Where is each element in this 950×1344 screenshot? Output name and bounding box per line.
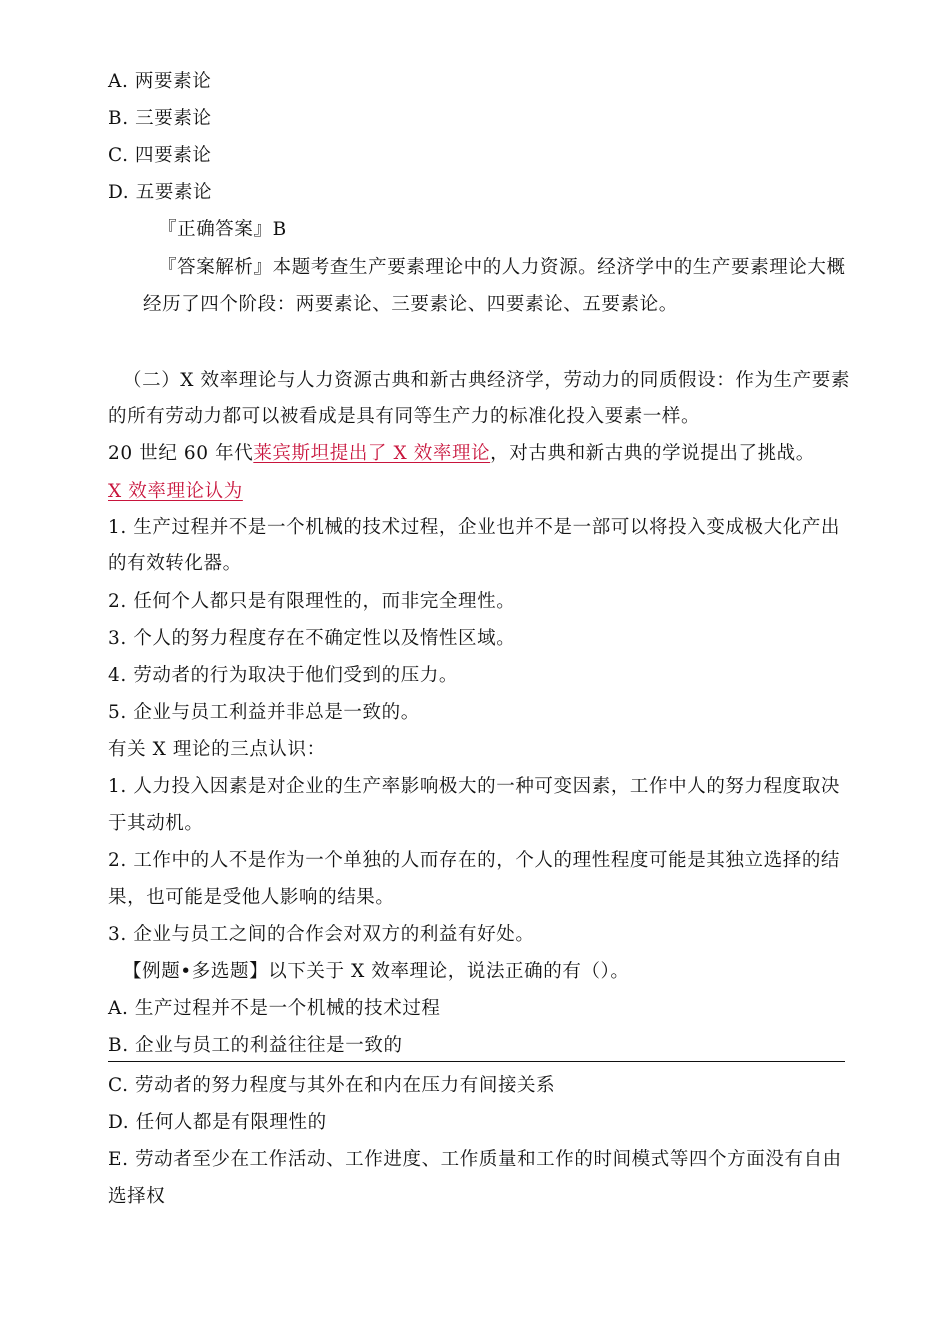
three-points-title: 有关 X 理论的三点认识： [108,739,326,760]
section2-heading-line2: 的所有劳动力都可以被看成是具有同等生产力的标准化投入要素一样。 [108,406,701,427]
intro-prefix: 20 世纪 60 年代 [108,443,254,464]
q1-option-d: D. 五要素论 [108,182,213,203]
q2-option-e-line2: 选择权 [108,1186,166,1207]
x-point-1-line2: 的有效转化器。 [108,553,242,574]
three-point-2-line1: 2. 工作中的人不是作为一个单独的人而存在的，个人的理性程度可能是其独立选择的结 [108,850,841,871]
x-point-1-line1: 1. 生产过程并不是一个机械的技术过程，企业也并不是一部可以将投入变成极大化产出 [108,517,841,538]
q1-option-a: A. 两要素论 [108,71,212,92]
q1-correct-answer: 『正确答案』B [158,219,287,240]
q2-option-b: B. 企业与员工的利益往往是一致的 [108,1035,403,1056]
x-point-2: 2. 任何个人都只是有限理性的，而非完全理性。 [108,591,516,612]
intro-suffix: ，对古典和新古典的学说提出了挑战。 [490,443,815,464]
q1-analysis-line2: 经历了四个阶段：两要素论、三要素论、四要素论、五要素论。 [143,294,678,315]
q1-option-b: B. 三要素论 [108,108,212,129]
three-point-2-line2: 果，也可能是受他人影响的结果。 [108,887,395,908]
q1-option-c: C. 四要素论 [108,145,212,166]
section2-heading-line1: （二）X 效率理论与人力资源古典和新古典经济学，劳动力的同质假设：作为生产要素 [123,370,850,391]
q2-option-d: D. 任何人都是有限理性的 [108,1112,327,1133]
three-point-1-line2: 于其动机。 [108,813,204,834]
q2-option-a: A. 生产过程并不是一个机械的技术过程 [108,998,441,1019]
q2-option-e-line1: E. 劳动者至少在工作活动、工作进度、工作质量和工作的时间模式等四个方面没有自由 [108,1149,842,1170]
section2-intro [108,442,815,466]
x-point-3: 3. 个人的努力程度存在不确定性以及惰性区域。 [108,628,516,649]
q2-option-c: C. 劳动者的努力程度与其外在和内在压力有间接关系 [108,1075,556,1096]
intro-link-leibenstein[interactable]: 莱宾斯坦提出了 X 效率理论 [253,443,491,464]
x-point-4: 4. 劳动者的行为取决于他们受到的压力。 [108,665,459,686]
q1-analysis-line1: 『答案解析』本题考查生产要素理论中的人力资源。经济学中的生产要素理论大概 [158,257,846,278]
x-point-5: 5. 企业与员工利益并非总是一致的。 [108,702,420,723]
three-point-3: 3. 企业与员工之间的合作会对双方的利益有好处。 [108,924,535,945]
x-theory-title-link[interactable]: X 效率理论认为 [108,481,243,502]
three-point-1-line1: 1. 人力投入因素是对企业的生产率影响极大的一种可变因素，工作中人的努力程度取决 [108,776,841,797]
horizontal-rule [108,1061,845,1062]
q2-stem: 【例题•多选题】以下关于 X 效率理论，说法正确的有（）。 [123,961,630,982]
